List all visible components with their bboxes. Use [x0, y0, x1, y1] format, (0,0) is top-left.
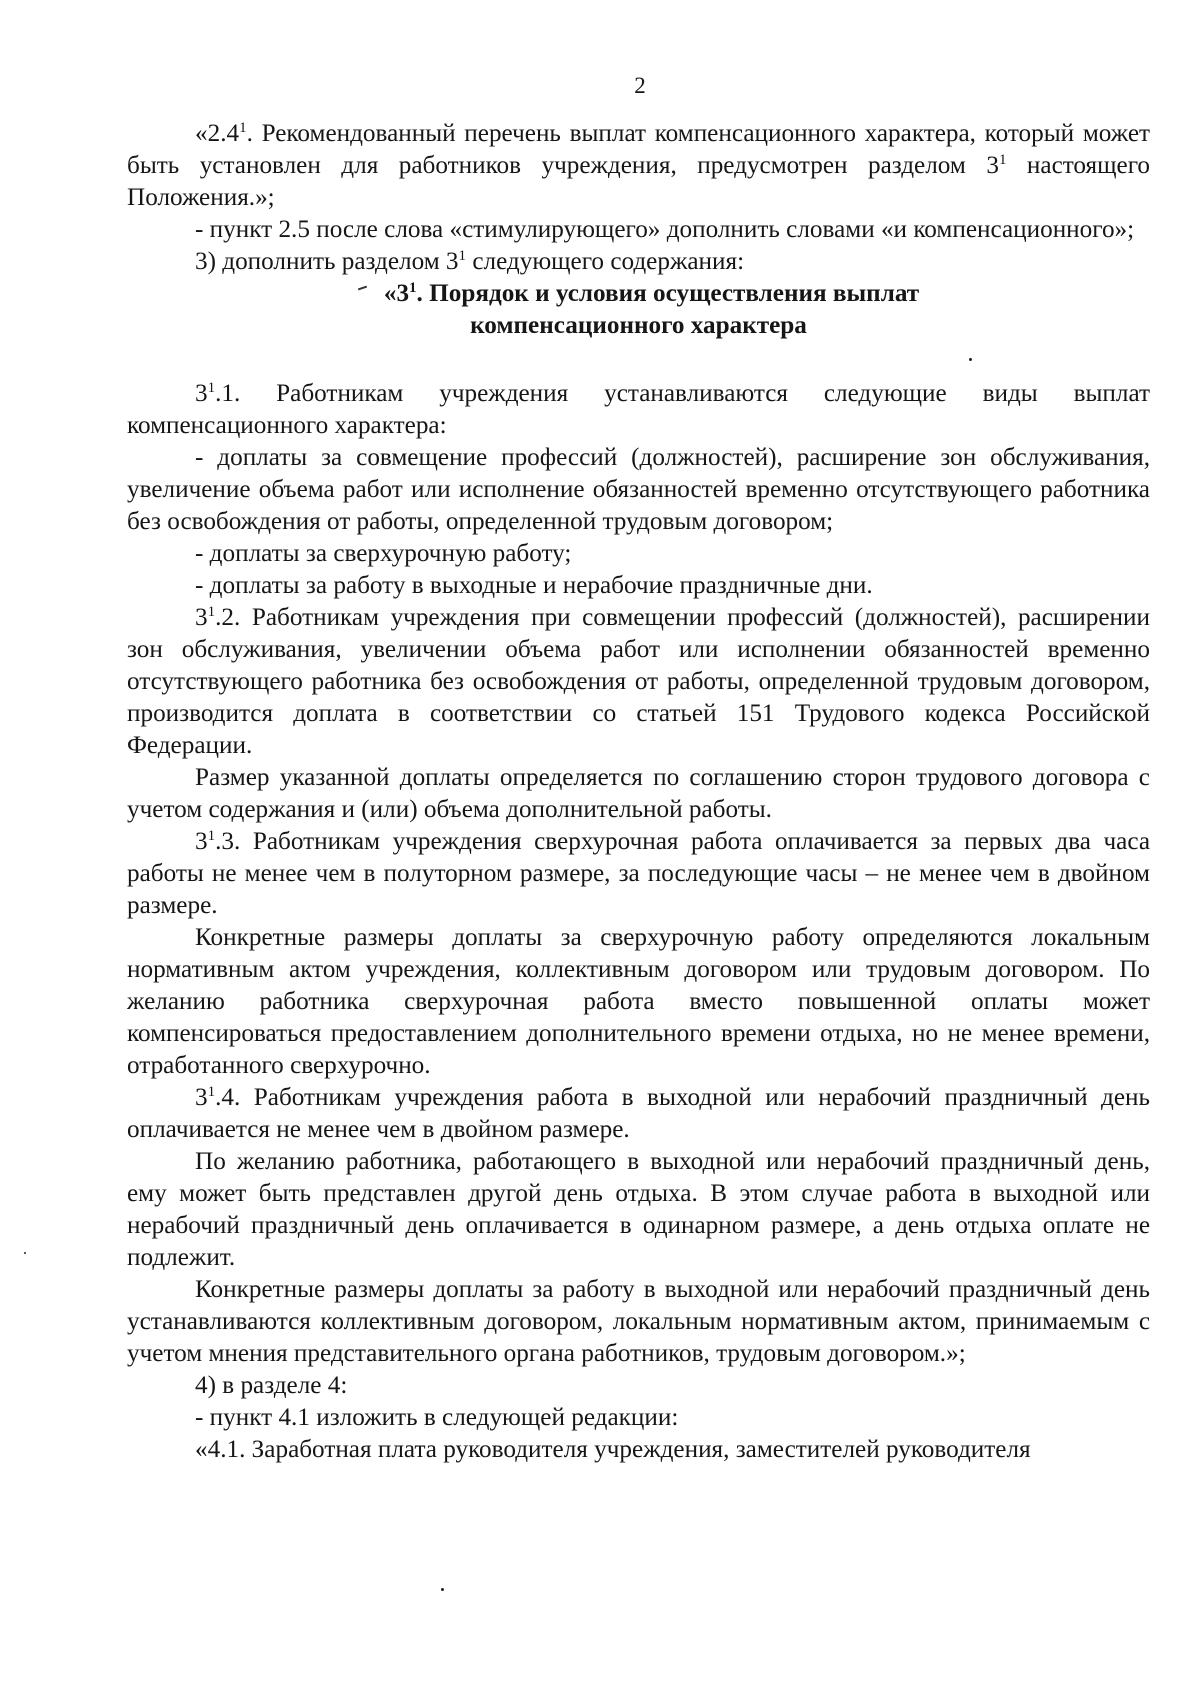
paragraph-2-4-1-separator: .: [246, 120, 262, 147]
paragraph-holiday-rates: Конкретные размеры доплаты за работу в выходной или нерабочий праздничный день устанавливаются коллективным договором, локальным нормативным актом, принимаемым с учетом мнения представительного органа работников, трудовым договором.»;: [127, 1276, 1150, 1367]
paragraph-item-2-5: - пункт 2.5 после слова «стимулирующего» дополнить словами «и компенсационного»;: [195, 216, 1135, 243]
paragraph-2-4-1-prefix: «2.4: [195, 120, 240, 147]
superscript: 1: [998, 152, 1007, 168]
paragraph-3-1-1: [127, 378, 1150, 442]
paragraph-2-4-1: [127, 118, 1150, 214]
paragraph-3-1-2: [127, 602, 1150, 762]
paragraph-item-3-tail: следующего содержания:: [466, 248, 745, 275]
section-heading-line-1: [127, 278, 1150, 310]
heading-line-1-prefix: «3: [383, 280, 410, 307]
paragraph-2-4-1-tail: настоящего Положения.»;: [127, 152, 1150, 211]
list-item-holiday-payments: - доплаты за работу в выходные и нерабочие праздничные дни.: [195, 572, 873, 599]
paragraph-4-1: «4.1. Заработная плата руководителя учреждения, заместителей руководителя: [195, 1436, 1031, 1463]
paragraph-overtime-rates: Конкретные размеры доплаты за сверхурочную работу определяются локальным нормативным актом учреждения, коллективным договором или трудовым договором. По желанию работника сверхурочная работа вместо повышенной оплаты может компенсироваться предоставлением дополнительного времени отдыха, но не менее времени, отработанного сверхурочно.: [127, 924, 1150, 1079]
superscript: 1: [207, 1084, 216, 1100]
scan-mark-icon: [358, 283, 370, 295]
paragraph-3-1-3-text: .3. Работникам учреждения сверхурочная работа оплачивается за первых два часа работы не менее чем в полуторном размере, за последующие часы – не менее чем в двойном размере.: [127, 828, 1150, 919]
paragraph-3-1-3-number: 3: [195, 828, 208, 855]
scan-speck: [969, 358, 972, 361]
paragraph-3-1-4-text: .4. Работникам учреждения работа в выходной или нерабочий праздничный день оплачивается не менее чем в двойном размере.: [127, 1084, 1150, 1143]
paragraph-item-4-1-instruction: - пункт 4.1 изложить в следующей редакции:: [195, 1404, 679, 1431]
heading-line-1-text: . Порядок и условия осуществления выплат: [416, 280, 920, 307]
paragraph-item-3: [127, 246, 1150, 278]
section-heading: [127, 278, 1150, 342]
list-item-overtime-payments: - доплаты за сверхурочную работу;: [195, 540, 572, 567]
paragraph-3-1-1-text: .1. Работникам учреждения устанавливаются следующие виды выплат компенсационного характера:: [127, 380, 1150, 439]
section-heading-line-2: компенсационного характера: [470, 312, 807, 339]
page-number: 2: [634, 73, 646, 98]
document-body: [127, 118, 1150, 1466]
list-item-combination-payments: - доплаты за совмещение профессий (должностей), расширение зон обслуживания, увеличение объема работ или исполнение обязанностей временно отсутствующего работника без освобождения от работы, определенной трудовым договором;: [127, 444, 1150, 535]
paragraph-3-1-3: [127, 826, 1150, 922]
superscript: 1: [207, 828, 216, 844]
superscript: 1: [458, 248, 467, 264]
paragraph-3-1-4-number: 3: [195, 1084, 208, 1111]
paragraph-item-4: 4) в разделе 4:: [195, 1372, 348, 1399]
scan-speck: [441, 1588, 444, 1591]
paragraph-3-1-2-number: 3: [195, 604, 208, 631]
superscript: 1: [207, 604, 216, 620]
paragraph-3-1-1-number: 3: [195, 380, 208, 407]
superscript: 1: [207, 380, 216, 396]
paragraph-payment-size: Размер указанной доплаты определяется по соглашению сторон трудового договора с учетом содержания и (или) объема дополнительной работы.: [127, 764, 1150, 823]
superscript: 1: [239, 120, 247, 136]
paragraph-3-1-2-text: .2. Работникам учреждения при совмещении профессий (должностей), расширении зон обслуживания, увеличении объема работ или исполнении обязанностей временно отсутствующего работника без освобождения от работы, определенной трудовым договором, производится доплата в соответствии со статьей 151 Трудового кодекса Российской Федерации.: [127, 604, 1150, 759]
scan-speck: [24, 1252, 26, 1254]
paragraph-2-4-1-text: Рекомендованный перечень выплат компенсационного характера, который может быть установлен для работников учреждения, предусмотрен разделом 3: [127, 120, 1151, 179]
paragraph-item-3-text: 3) дополнить разделом 3: [195, 248, 459, 275]
paragraph-3-1-4: [127, 1082, 1150, 1146]
superscript: 1: [409, 280, 417, 296]
paragraph-day-off: По желанию работника, работающего в выходной или нерабочий праздничный день, ему может быть представлен другой день отдыха. В этом случае работа в выходной или нерабочий праздничный день оплачивается в одинарном размере, а день отдыха оплате не подлежит.: [127, 1148, 1150, 1271]
